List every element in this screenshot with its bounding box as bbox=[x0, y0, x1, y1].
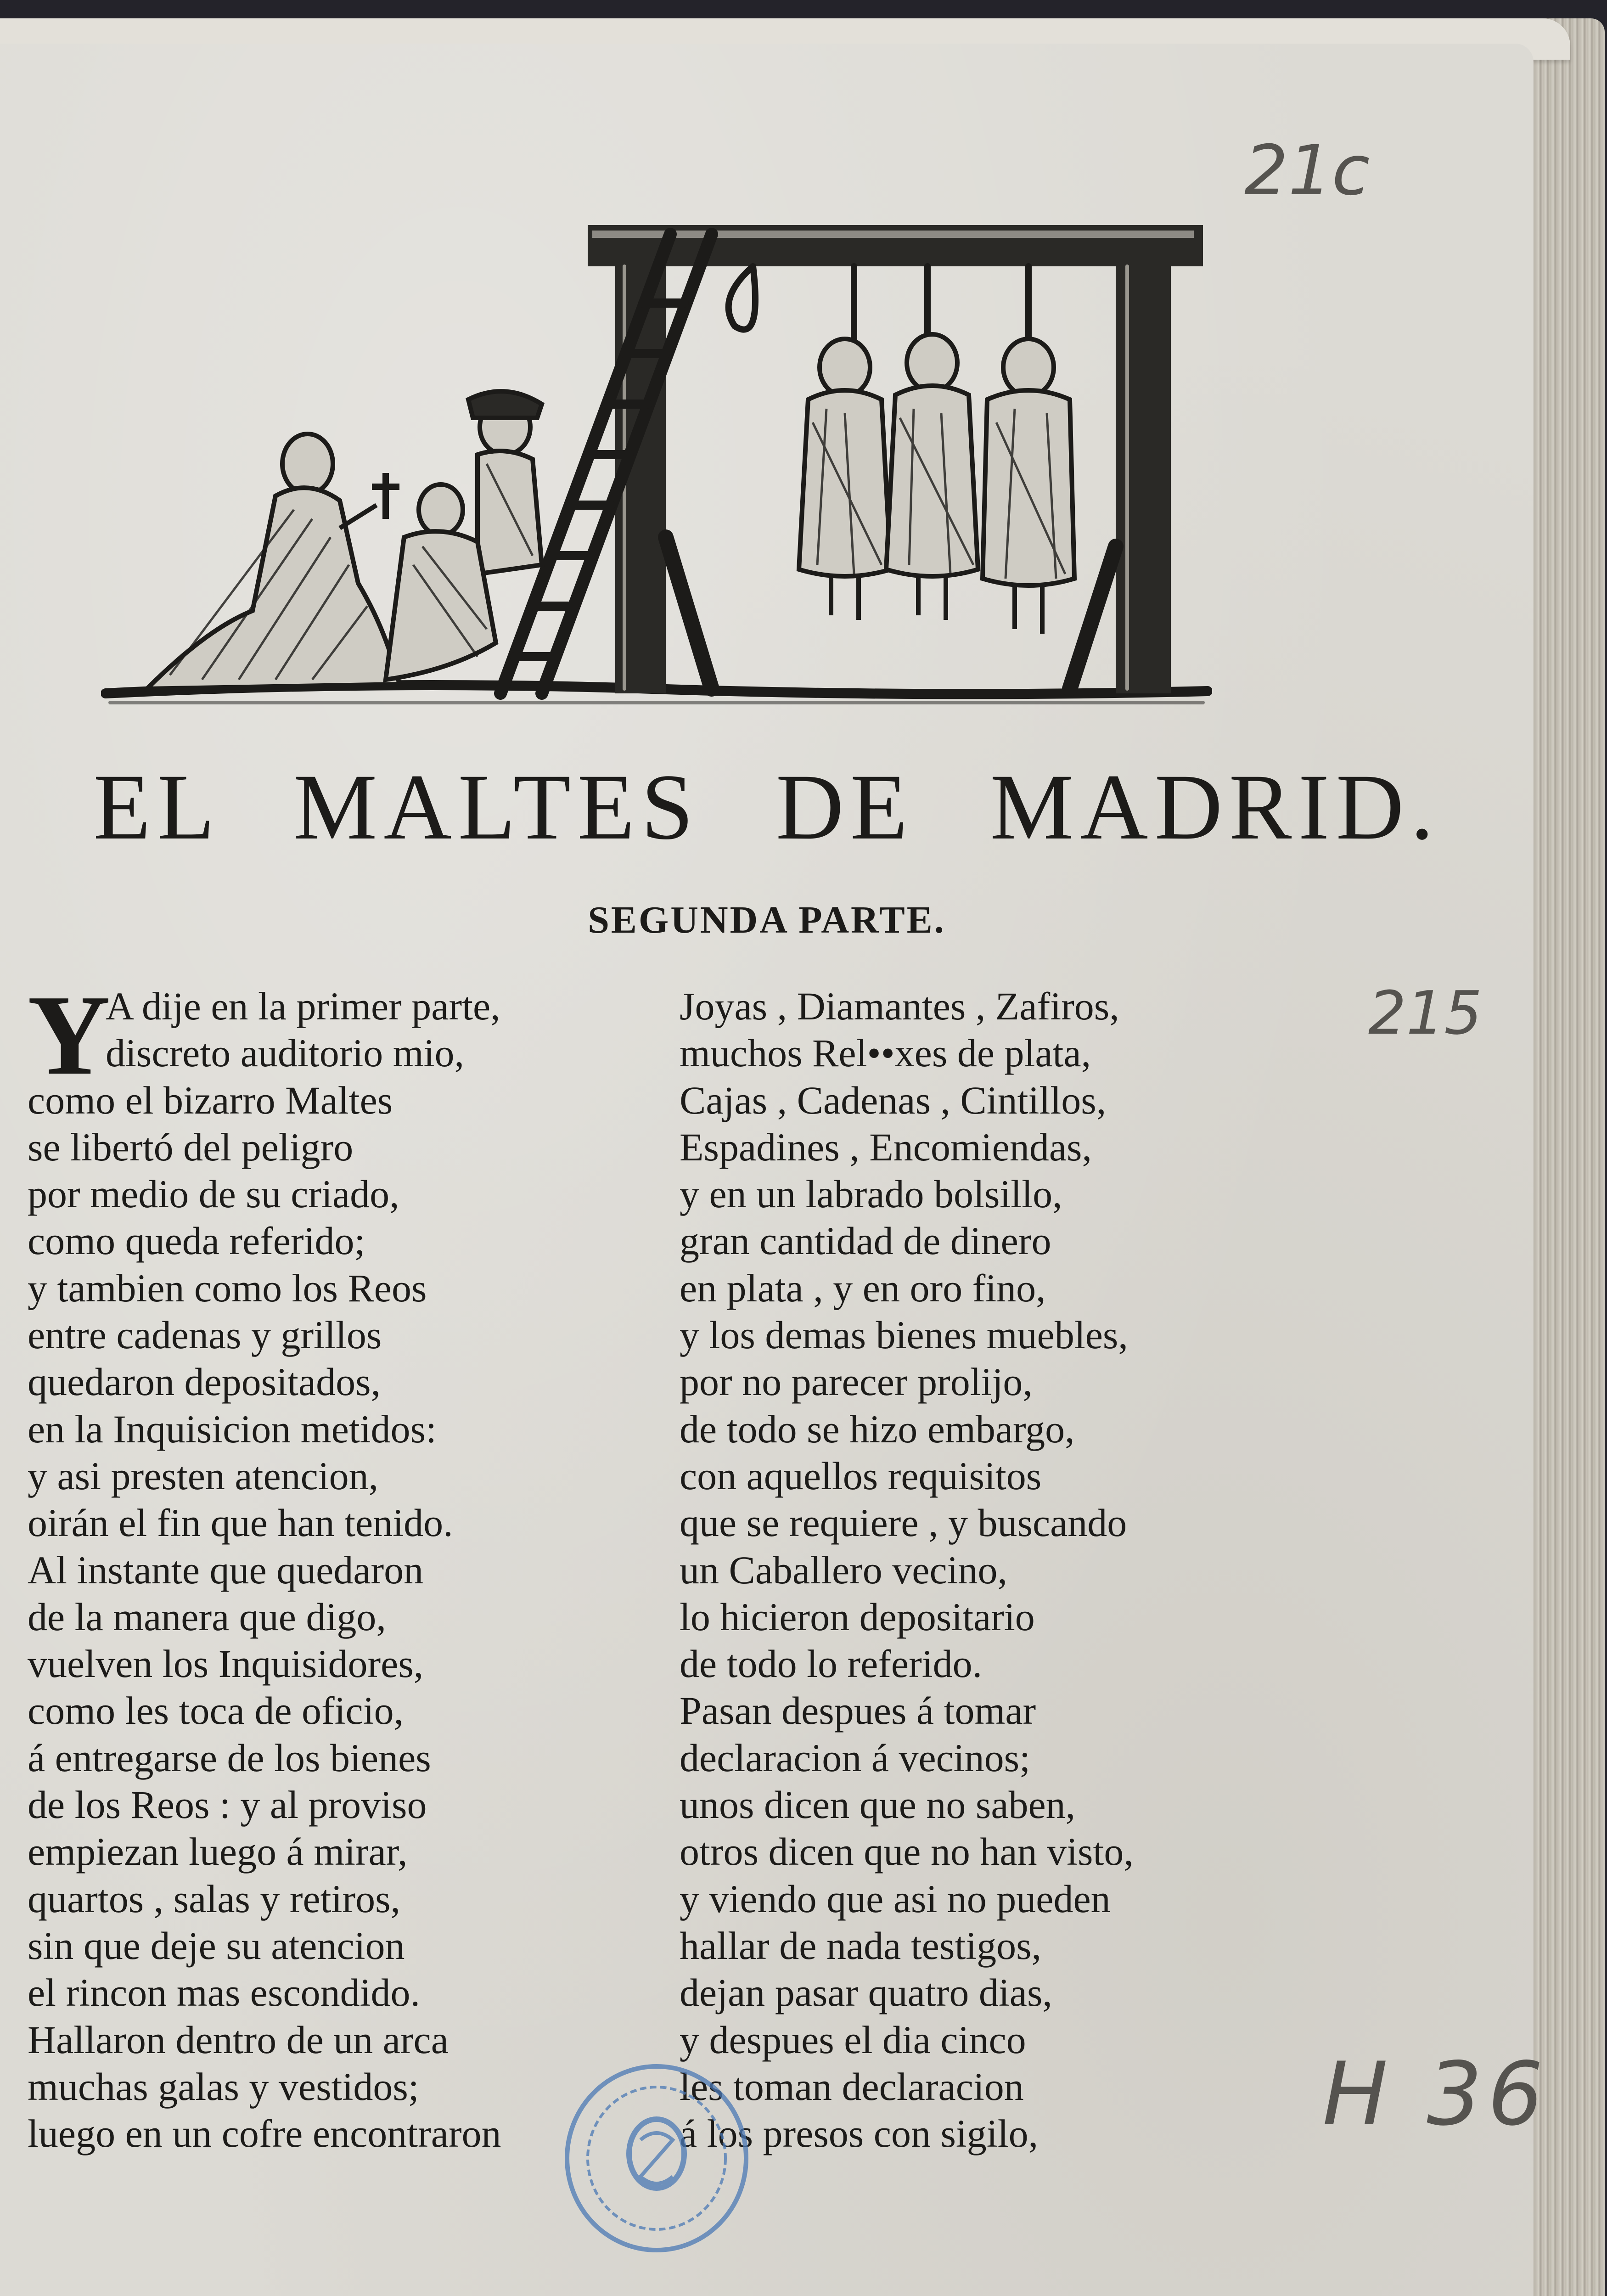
verse-line: de todo se hizo embargo, bbox=[680, 1407, 1075, 1451]
verse-line: A dije en la primer parte, bbox=[106, 984, 500, 1028]
verse-line: de los Reos : y al proviso bbox=[28, 1783, 427, 1827]
verse-line: quedaron depositados, bbox=[28, 1360, 381, 1404]
verse-line: un Caballero vecino, bbox=[680, 1548, 1008, 1592]
verse-line: en plata , y en oro fino, bbox=[680, 1266, 1046, 1310]
verse-line: y viendo que asi no pueden bbox=[680, 1876, 1111, 1921]
verse-line: gran cantidad de dinero bbox=[680, 1219, 1051, 1263]
verse-line: les toman declaracion bbox=[680, 2064, 1024, 2109]
page-subtitle: SEGUNDA PARTE. bbox=[588, 899, 946, 941]
pencil-folio-number: 21c bbox=[1244, 131, 1370, 211]
verse-line: y en un labrado bolsillo, bbox=[680, 1172, 1062, 1216]
verse-line: á los presos con sigilo, bbox=[680, 2111, 1039, 2156]
verse-line: Pasan despues á tomar bbox=[680, 1688, 1036, 1733]
verse-line: de la manera que digo, bbox=[28, 1594, 386, 1639]
verse-line: como queda referido; bbox=[28, 1219, 365, 1263]
left-verse-column bbox=[28, 972, 501, 2157]
verse-line: con aquellos requisitos bbox=[680, 1453, 1042, 1498]
verse-line: que se requiere , y buscando bbox=[680, 1501, 1127, 1545]
pencil-page-number: 215 bbox=[1368, 978, 1483, 1048]
verse-line: muchos Rel••xes de plata, bbox=[680, 1031, 1091, 1075]
verse-line: Joyas , Diamantes , Zafiros, bbox=[680, 984, 1119, 1028]
verse-line: Hallaron dentro de un arca bbox=[28, 2017, 449, 2062]
verse-line: y asi presten atencion, bbox=[28, 1453, 379, 1498]
verse-line: vuelven los Inquisidores, bbox=[28, 1642, 424, 1686]
verse-line: oirán el fin que han tenido. bbox=[28, 1501, 453, 1545]
right-verse-column bbox=[680, 983, 1134, 2157]
verse-line: discreto auditorio mio, bbox=[106, 1031, 465, 1075]
verse-line: dejan pasar quatro dias, bbox=[680, 1970, 1052, 2015]
verse-line: empiezan luego á mirar, bbox=[28, 1829, 408, 1874]
verse-line: como les toca de oficio, bbox=[28, 1688, 404, 1733]
verse-line: hallar de nada testigos, bbox=[680, 1923, 1042, 1968]
verse-line: por medio de su criado, bbox=[28, 1172, 399, 1216]
verse-line: y tambien como los Reos bbox=[28, 1266, 427, 1310]
verse-line: sin que deje su atencion bbox=[28, 1923, 405, 1968]
verse-line: muchas galas y vestidos; bbox=[28, 2064, 419, 2109]
verse-line: otros dicen que no han visto, bbox=[680, 1829, 1134, 1874]
verse-line: y despues el dia cinco bbox=[680, 2017, 1026, 2062]
gallows-execution-woodcut bbox=[101, 216, 1212, 712]
verse-line: luego en un cofre encontraron bbox=[28, 2111, 501, 2156]
library-stamp-icon bbox=[562, 2062, 751, 2255]
verse-line: á entregarse de los bienes bbox=[28, 1735, 431, 1780]
verse-line: por no parecer prolijo, bbox=[680, 1360, 1033, 1404]
verse-line: entre cadenas y grillos bbox=[28, 1313, 382, 1357]
drop-cap: Y bbox=[28, 972, 111, 1099]
verse-line: el rincon mas escondido. bbox=[28, 1970, 421, 2015]
verse-line: Al instante que quedaron bbox=[28, 1548, 424, 1592]
verse-line: quartos , salas y retiros, bbox=[28, 1876, 401, 1921]
verse-line: Espadines , Encomiendas, bbox=[680, 1125, 1092, 1169]
pencil-call-mark: H 36 bbox=[1322, 2043, 1549, 2145]
verse-line: unos dicen que no saben, bbox=[680, 1783, 1076, 1827]
verse-line: se libertó del peligro bbox=[28, 1125, 354, 1169]
verse-line: declaracion á vecinos; bbox=[680, 1735, 1031, 1780]
verse-line: de todo lo referido. bbox=[680, 1642, 983, 1686]
verse-line: lo hicieron depositario bbox=[680, 1594, 1035, 1639]
verse-line: como el bizarro Maltes bbox=[28, 1078, 393, 1122]
verse-line: Cajas , Cadenas , Cintillos, bbox=[680, 1078, 1107, 1122]
page-title: EL MALTES DE MADRID. bbox=[93, 755, 1440, 859]
verse-line: y los demas bienes muebles, bbox=[680, 1313, 1128, 1357]
verse-line: en la Inquisicion metidos: bbox=[28, 1407, 437, 1451]
